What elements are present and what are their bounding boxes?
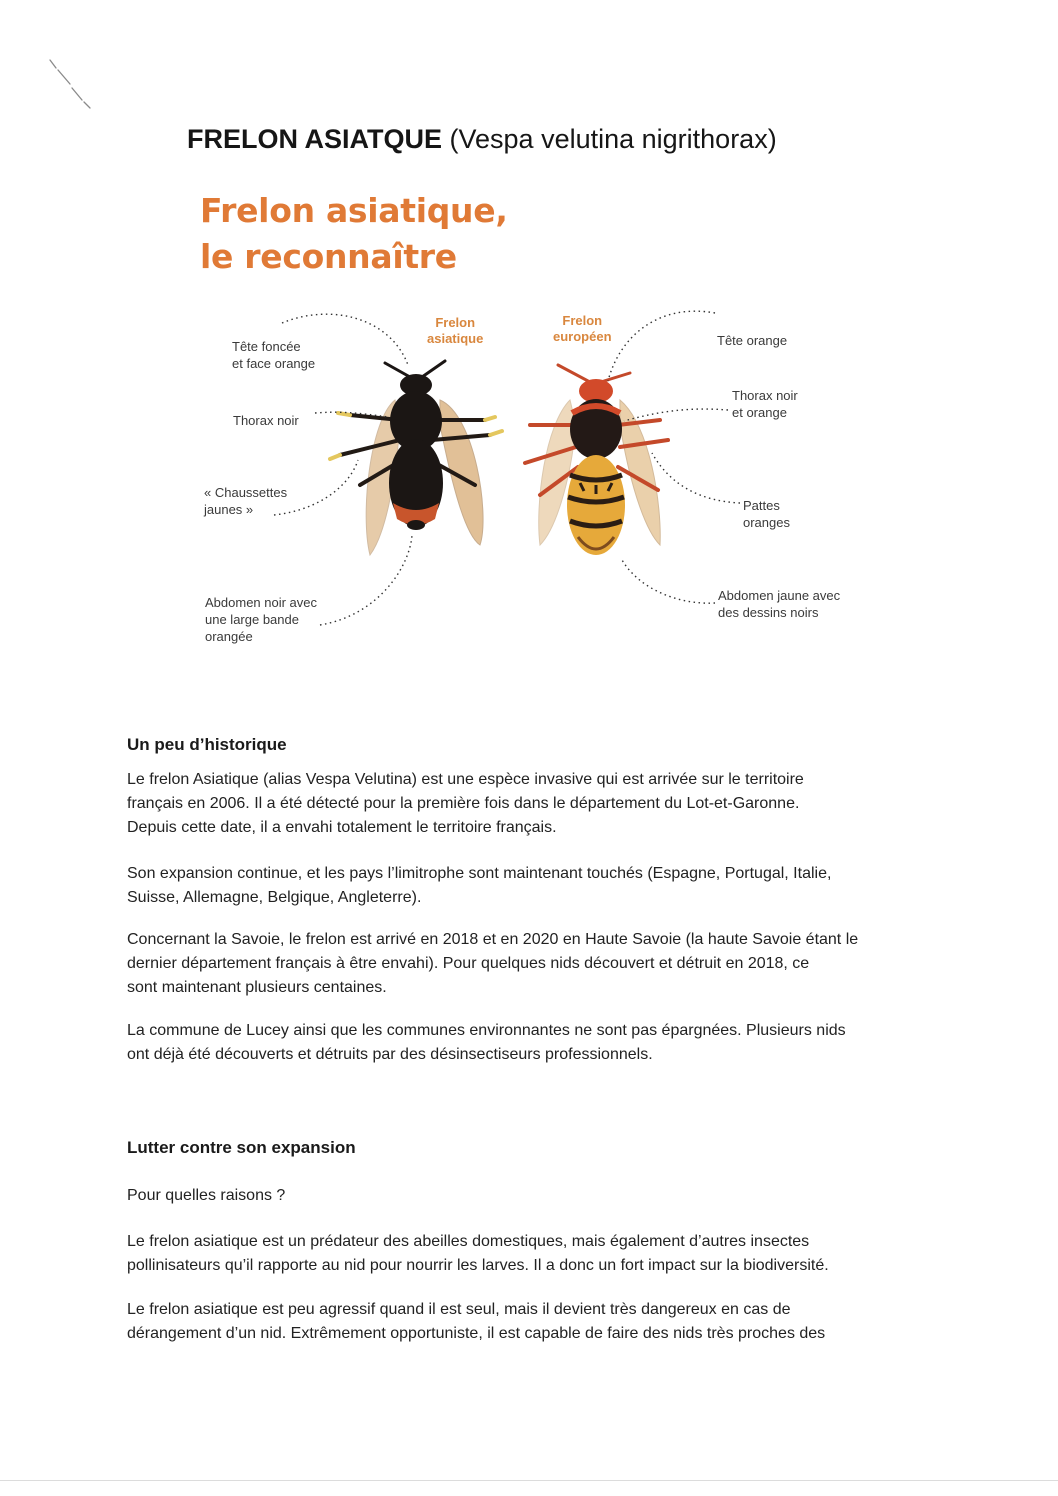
history-paragraph-3: Concernant la Savoie, le frelon est arrivé en 2018 et en 2020 en Haute Savoie (la haute Savoie étant le dernier département français à être envahi). Pour quelques nids découvert et détruit en 2018, ce sont maintenant plusieurs centaines. xyxy=(127,931,859,996)
hornet-identification-figure xyxy=(190,185,880,665)
page-bottom-edge xyxy=(0,1480,1058,1481)
fight-section xyxy=(127,1138,947,1158)
figure-heading-line2: le reconnaître xyxy=(200,237,457,276)
history-paragraph-1: Le frelon Asiatique (alias Vespa Velutina) est une espèce invasive qui est arrivée sur le territoire français en 2006. Il a été détecté pour la première fois dans le département du Lot-et-Garonne. Depuis cette date, il a envahi totalement le territoire français. xyxy=(127,771,804,836)
callout-asian-legs: « Chaussettes jaunes » xyxy=(204,485,288,517)
asian-hornet-drawing xyxy=(330,361,502,555)
callout-asian-thorax: Thorax noir xyxy=(233,413,299,428)
page-title xyxy=(187,124,777,155)
callout-european-thorax: Thorax noir et orange xyxy=(732,388,798,420)
fight-question: Pour quelles raisons ? xyxy=(127,1187,286,1204)
title-latin-name: (Vespa velutina nigrithorax) xyxy=(449,124,777,154)
history-heading: Un peu d’historique xyxy=(127,735,287,754)
european-hornet-drawing xyxy=(525,365,668,555)
european-hornet-label: Frelon européen xyxy=(553,313,612,344)
scan-mark xyxy=(48,58,96,110)
fight-paragraph-2: Le frelon asiatique est peu agressif quand il est seul, mais il devient très dangereux en cas de dérangement d’un nid. Extrêmement opportuniste, il est capable de faire des nids très proches des xyxy=(127,1301,826,1342)
figure-heading-line1: Frelon asiatique, xyxy=(200,191,508,230)
asian-hornet-label: Frelon asiatique xyxy=(427,315,484,346)
history-section xyxy=(127,735,947,755)
fight-heading: Lutter contre son expansion xyxy=(127,1138,356,1157)
history-paragraph-2: Son expansion continue, et les pays l’limitrophe sont maintenant touchés (Espagne, Portugal, Italie, Suisse, Allemagne, Belgique, Angleterre). xyxy=(127,865,832,906)
callout-european-abdomen: Abdomen jaune avec des dessins noirs xyxy=(718,588,841,620)
callout-asian-head: Tête foncée et face orange xyxy=(232,339,316,371)
title-main: FRELON ASIATQUE xyxy=(187,124,442,154)
callout-european-head: Tête orange xyxy=(717,333,788,348)
callout-asian-abdomen: Abdomen noir avec une large bande orangée xyxy=(205,595,318,644)
fight-paragraph-1: Le frelon asiatique est un prédateur des abeilles domestiques, mais également d’autres insectes pollinisateurs qu’il rapporte au nid pour nourrir les larves. Il a donc un fort impact sur la biodiversité. xyxy=(127,1233,829,1274)
callout-european-legs: Pattes oranges xyxy=(743,498,790,530)
history-paragraph-4: La commune de Lucey ainsi que les communes environnantes ne sont pas épargnées. Plusieurs nids ont déjà été découverts et détruits par des désinsectiseurs professionnels. xyxy=(127,1022,846,1063)
